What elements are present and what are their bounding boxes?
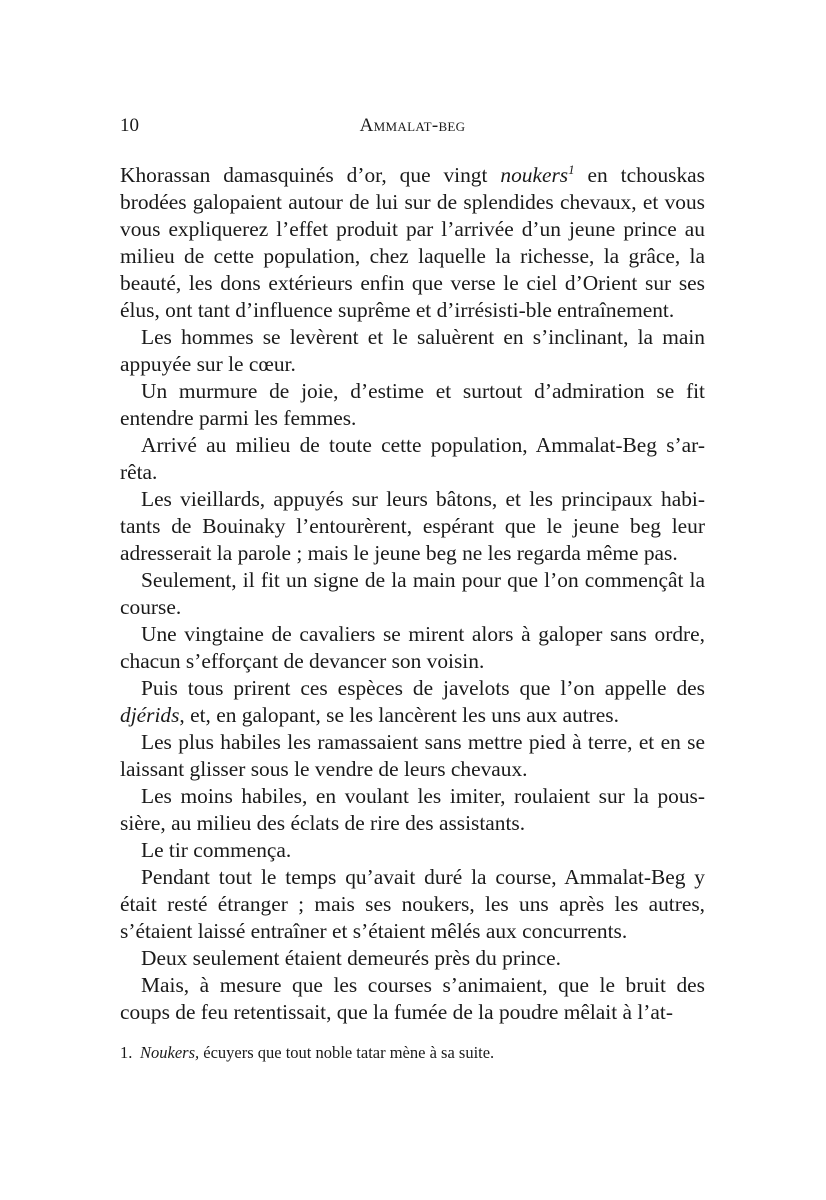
running-title: Ammalat-beg [359, 115, 466, 136]
paragraph-2: Les hommes se levèrent et le saluèrent en s’inclinant, la main appuyée sur le cœur. [120, 325, 705, 376]
paragraph-12: Pendant tout le temps qu’avait duré la course, Ammalat-Beg y était resté étranger ; mais ses noukers, les uns après les autres, s’étaient laissé entraîner et s’étaient mêlés aux concurrents. [120, 865, 705, 943]
page-number: 10 [120, 115, 139, 136]
paragraph-9: Les plus habiles les ramassaient sans mettre pied à terre, et en se laissant glisser sous le vendre de leurs chevaux. [120, 730, 705, 781]
paragraph-7: Une vingtaine de cavaliers se mirent alors à galoper sans ordre, chacun s’efforçant de devancer son voisin. [120, 622, 705, 673]
paragraph-6: Seulement, il fit un signe de la main pour que l’on commençât la course. [120, 568, 705, 619]
term-noukers: noukers [500, 163, 569, 187]
paragraph-8-part-b: , et, en galopant, se les lancèrent les uns aux autres. [179, 703, 619, 727]
paragraph-14: Mais, à mesure que les courses s’animaient, que le bruit des coups de feu retentissait, que la fumée de la poudre mêlait à l’at- [120, 973, 705, 1024]
paragraph-13: Deux seulement étaient demeurés près du prince. [141, 946, 561, 970]
paragraph-4: Arrivé au milieu de toute cette population, Ammalat-Beg s’ar-rêta. [120, 433, 705, 484]
paragraph-8-part-a: Puis tous prirent ces espèces de javelots que l’on appelle des [141, 676, 705, 700]
paragraph-5: Les vieillards, appuyés sur leurs bâtons, et les principaux habi-tants de Bouinaky l’entourèrent, espérant que le jeune beg leur adresserait la parole ; mais le jeune beg ne les regarda même pas. [120, 487, 705, 565]
paragraph-1-part-a: Khorassan damasquinés d’or, que vingt [120, 163, 501, 187]
paragraph-1-part-b: en tchouskas brodées galopaient autour de lui sur de splendides chevaux, et vous vous expliquerez l’effet produit par l’arrivée d’un jeune prince au milieu de cette population, chez laquelle la richesse, la grâce, la beauté, les dons extérieurs enfin que verse le ciel d’Orient sur ses élus, ont tant d’influence suprême et d’irrésisti-ble entraînement. [120, 163, 705, 322]
paragraph-10: Les moins habiles, en voulant les imiter, roulaient sur la pous-sière, au milieu des éclats de rire des assistants. [120, 784, 705, 835]
footnote-text: écuyers que tout noble tatar mène à sa suite. [199, 1043, 495, 1062]
paragraph-3: Un murmure de joie, d’estime et surtout d’admiration se fit entendre parmi les femmes. [120, 379, 705, 430]
running-head [120, 112, 705, 142]
footnote-number: 1. [120, 1043, 133, 1062]
paragraph-1 [120, 162, 705, 324]
footnote-reference: 1 [568, 161, 575, 177]
footnotes [120, 1042, 705, 1064]
paragraph-11: Le tir commença. [141, 838, 292, 862]
footnote-1 [120, 1042, 705, 1064]
body-text [120, 162, 705, 1026]
footnote-term: Noukers, [140, 1043, 200, 1062]
term-djerids: djérids [120, 703, 180, 727]
book-page [120, 112, 705, 1064]
paragraph-8 [120, 675, 705, 729]
